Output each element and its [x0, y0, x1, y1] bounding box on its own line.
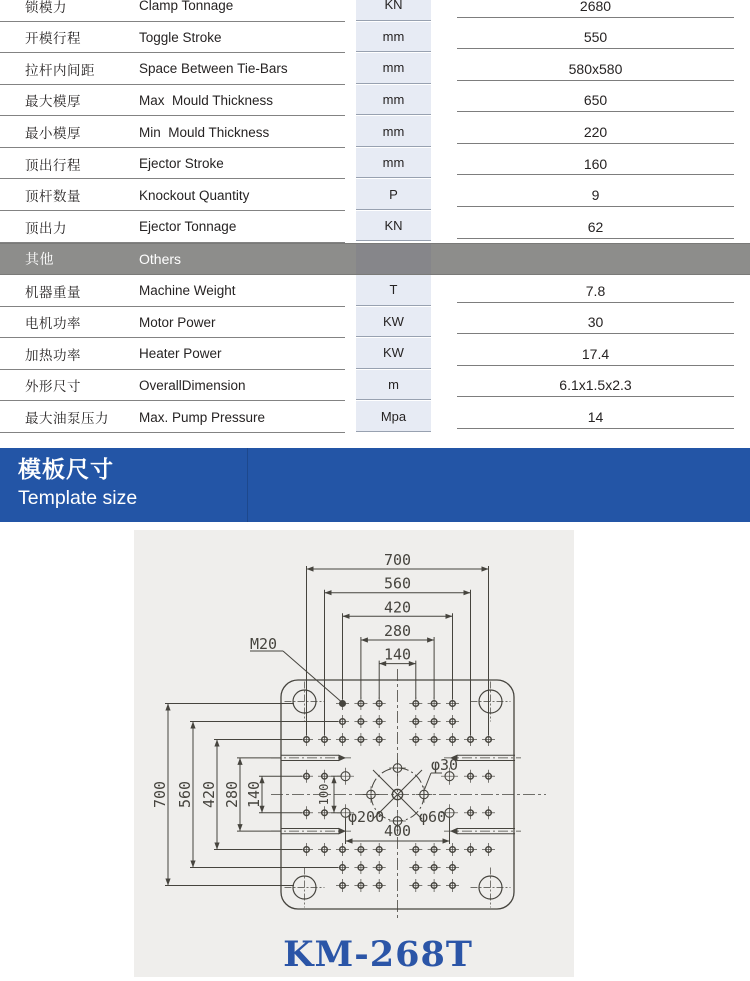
- spec-name-cn: 最大油泵压力: [25, 411, 109, 427]
- spec-value: 14: [587, 409, 604, 426]
- spec-name-en: Max. Pump Pressure: [139, 409, 266, 425]
- spec-name-en: Max Mould Thickness: [139, 92, 274, 108]
- spec-unit: KN: [356, 211, 431, 242]
- table-row: [0, 85, 750, 117]
- dim-top-560: 560: [383, 574, 412, 593]
- spec-value: 220: [583, 124, 608, 141]
- spec-name-cn: 顶出行程: [25, 157, 81, 173]
- spec-name-en: Clamp Tonnage: [139, 0, 234, 14]
- spec-value: 160: [583, 155, 608, 172]
- table-row: [0, 179, 750, 211]
- table-row: [0, 0, 750, 22]
- dim-top-140: 140: [383, 645, 412, 664]
- spec-name-en: OverallDimension: [139, 377, 246, 393]
- dia-30-label: φ30: [431, 756, 459, 774]
- spec-name-cn: 最大模厚: [25, 94, 81, 110]
- spec-name-cn: 顶杆数量: [25, 189, 81, 205]
- dim-left-560: 560: [176, 780, 194, 809]
- dim-top-420: 420: [383, 598, 412, 617]
- spec-unit: mm: [356, 22, 431, 53]
- spec-name-en: Knockout Quantity: [139, 187, 250, 203]
- spec-value: 580x580: [568, 60, 623, 77]
- spec-name-en: Ejector Tonnage: [139, 219, 237, 235]
- spec-unit: KW: [356, 307, 431, 338]
- spec-unit: T: [356, 275, 431, 306]
- spec-name-en: Min Mould Thickness: [139, 124, 270, 140]
- banner-seam: [247, 448, 248, 522]
- spec-name-cn: 开模行程: [25, 31, 81, 47]
- dim-left-280: 280: [223, 780, 241, 809]
- banner-title-en: Template size: [18, 487, 138, 509]
- dim-top-700: 700: [383, 551, 412, 569]
- platen-drawing: [134, 530, 574, 977]
- spec-unit: P: [356, 179, 431, 210]
- dim-400-label: 400: [383, 822, 412, 840]
- table-row: [0, 338, 750, 370]
- dim-100-label: 100: [317, 783, 331, 806]
- spec-value: 62: [587, 218, 604, 235]
- table-row: [0, 53, 750, 85]
- dia-200-label: φ200: [348, 808, 385, 826]
- spec-name-en: Space Between Tie-Bars: [139, 61, 288, 77]
- section-header-row: [0, 243, 750, 276]
- spec-name-cn: 锁模力: [25, 0, 67, 15]
- spec-name-cn: 电机功率: [25, 316, 81, 332]
- spec-table: [0, 0, 750, 433]
- table-row: [0, 211, 750, 243]
- dia-60-label: φ60: [419, 808, 447, 826]
- spec-value: 9: [591, 187, 600, 204]
- template-drawing-panel: [134, 530, 574, 977]
- spec-name-cn: 外形尺寸: [25, 379, 81, 395]
- spec-unit: mm: [356, 148, 431, 179]
- spec-unit: m: [356, 370, 431, 401]
- spec-name-en: Heater Power: [139, 346, 222, 362]
- model-number: KM-268T: [283, 934, 473, 975]
- spec-unit: Mpa: [356, 401, 431, 432]
- unit-column-tint: [356, 244, 431, 275]
- spec-unit: mm: [356, 53, 431, 84]
- spec-name-cn: 机器重量: [25, 284, 81, 300]
- spec-unit: KW: [356, 338, 431, 369]
- spec-value: 550: [583, 29, 608, 46]
- spec-unit: KN: [356, 0, 431, 21]
- dim-left-420: 420: [200, 780, 218, 809]
- spec-value: 6.1x1.5x2.3: [559, 377, 632, 394]
- spec-name-en: Toggle Stroke: [139, 29, 222, 45]
- spec-value: 7.8: [585, 282, 606, 299]
- table-row: [0, 116, 750, 148]
- spec-value: 30: [587, 314, 604, 331]
- spec-name-en: Ejector Stroke: [139, 156, 224, 172]
- spec-value: 2680: [579, 0, 612, 14]
- spec-name-cn: 顶出力: [25, 220, 67, 236]
- thread-callout-m20: M20: [250, 635, 278, 653]
- table-row: [0, 370, 750, 402]
- table-row: [0, 22, 750, 54]
- table-row: [0, 307, 750, 339]
- spec-value: 17.4: [581, 345, 610, 362]
- spec-name-en: Machine Weight: [139, 283, 236, 299]
- banner-title-cn: 模板尺寸: [18, 456, 114, 482]
- dim-top-280: 280: [383, 622, 412, 640]
- spec-name-cn: 加热功率: [25, 347, 81, 363]
- table-row: [0, 275, 750, 307]
- spec-name-cn: 拉杆内间距: [25, 62, 95, 78]
- table-row: [0, 401, 750, 433]
- spec-unit: mm: [356, 85, 431, 116]
- section-title-en: Others: [139, 250, 182, 267]
- dim-left-140: 140: [245, 780, 263, 809]
- spec-name-en: Motor Power: [139, 314, 216, 330]
- dim-left-700: 700: [151, 780, 169, 809]
- section-title-cn: 其他: [25, 250, 54, 267]
- spec-name-cn: 最小模厚: [25, 126, 81, 142]
- table-row: [0, 148, 750, 180]
- spec-value: 650: [583, 92, 608, 109]
- spec-unit: mm: [356, 116, 431, 147]
- template-size-banner: [0, 448, 750, 522]
